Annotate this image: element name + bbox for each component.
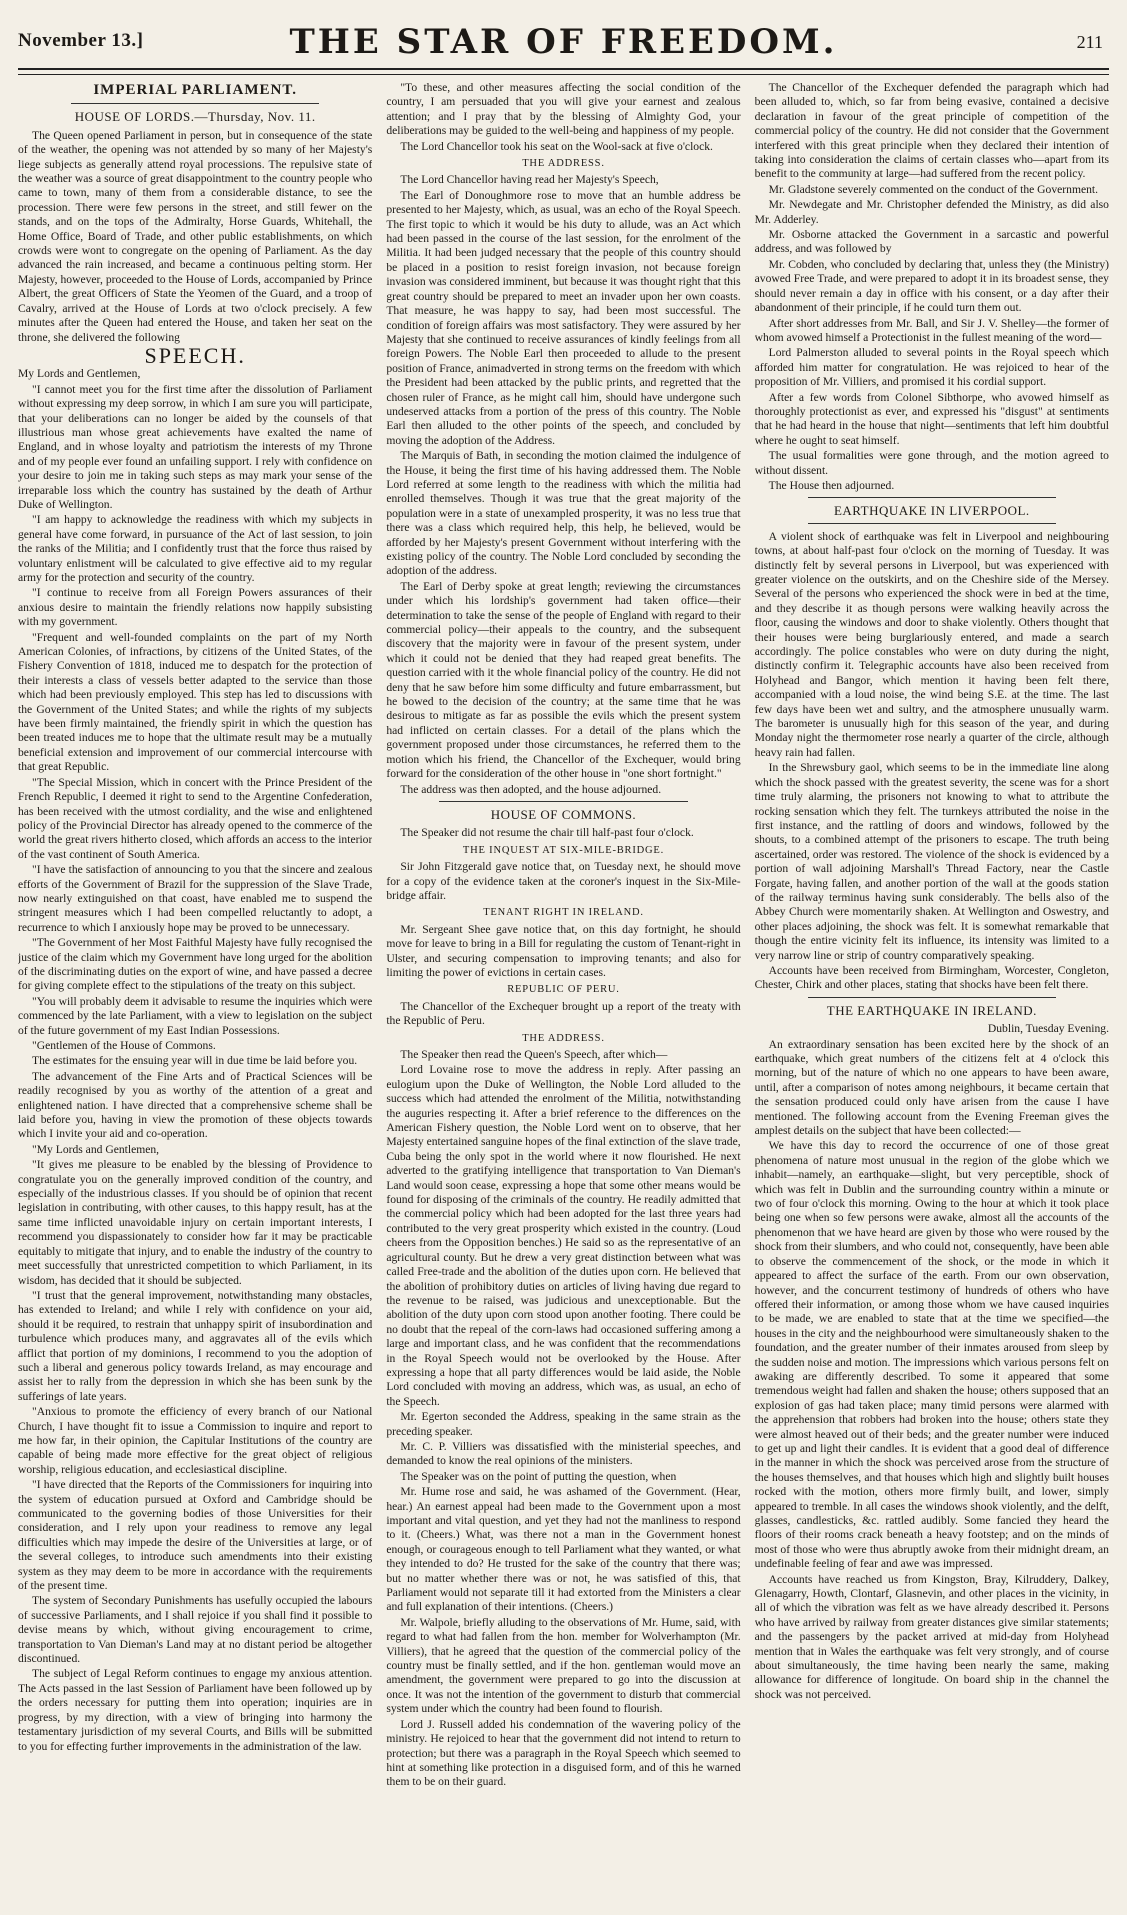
section-divider [71, 103, 319, 104]
dateline: Dublin, Tuesday Evening. [987, 1022, 1109, 1036]
article-paragraph: Sir John Fitzgerald gave notice that, on Tuesday next, he should move for a copy of the evidence taken at the coroner's inquest in the Six-Mile-bridge affair. [386, 860, 741, 902]
article-paragraph: An extraordinary sensation has been excited here by the shock of an earthquake, which great numbers of the citizens felt at 4 o'clock this morning, but of the nature of which no one appears to have been aware, until, after a comparison of notes among neighbours, it became certain that the sensation produced could only have arisen from the cause I have mentioned. The following account from the Evening Freeman gives the amplest details on the subject that have been collected:— [754, 1037, 1109, 1138]
article-paragraph: After short addresses from Mr. Ball, and Sir J. V. Shelley—the former of whom avowed himself a Protectionist in the fullest meaning of the word— [754, 316, 1109, 344]
article-paragraph: We have this day to record the occurrence of one of those great phenomena of nature most unusual in the region of the globe which we inhabit—namely, an earthquake—slight, but very perceptible, shock of which was felt in Dublin and the surrounding country within a minute or two of four o'clock this morning. Owing to the hour at which it took place being one when so few persons were awake, almost all the accounts of the phenomenon that we have heard are given by those who were roused by the shock from their slumbers, and who could not, consequently, have been able to observe the commencement of the shock, or the mode in which it appeared to affect the surface of the earth. From our own observation, however, and the concurrent testimony of hundreds of others who have offered their information, or among those whom we have caused inquiries to be made, we are enabled to state that at the time we specified—the houses in the city and the neighbourhood were simultaneously shaken to the foundation, and the greater number of their inmates aroused from sleep by the sudden noise and motion. The impressions which various persons felt on awaking are differently described. To some it appeared that some tremendous weight had fallen and shaken the house; others supposed that an explosion of gas had taken place; many timid persons were alarmed with the apprehension that robbers had broken into the house; others state they were almost heaved out of their beds; and the greater number were induced to get up and light their candles. It is evident that a good deal of difference in the manner in which the shock was perceived arose from the structure of the houses themselves, and that houses which high and slightly built houses rocked with the motion, others more firmly built, and lower, simply appeared to tremble. In all cases the windows shook violently, and the delft, glasses, candlesticks, &c. rattled audibly. Some fancied they heard the floors of their rooms crack beneath a heavy footstep; and on the minds of most of those who were thus abruptly awoke from their midnight dream, an undefinable feeling of fear and awe was impressed. [754, 1139, 1109, 1571]
salutation: My Lords and Gentlemen, [18, 367, 141, 381]
article-paragraph: The Lord Chancellor having read her Majesty's Speech, [400, 173, 659, 187]
article-paragraph: Mr. C. P. Villiers was dissatisfied with the ministerial speeches, and demanded to know the real opinions of the ministers. [386, 1439, 741, 1468]
article-paragraph: Accounts have been received from Birmingham, Worcester, Congleton, Chester, Chirk and other places, stating that shocks have been felt there. [754, 963, 1109, 992]
article-paragraph: Accounts have reached us from Kingston, Bray, Kilruddery, Dalkey, Glenagarry, Howth, Clontarf, Glasnevin, and other places in the vicinity, in all of which the vibration was felt as we have already described it. Persons who have arrived by railway from greater distances give similar statements; and the passengers by the packet arrived at mid-day from Holyhead mention that in Wales the earthquake was felt very strongly, and of course about simultaneously, the time having been nearly the same, making allowance for difference of longitude. On board ship in the channel the shock was not perceived. [754, 1572, 1109, 1701]
issue-date: November 13.] [18, 30, 144, 51]
section-divider [808, 523, 1056, 524]
article-paragraph: Mr. Newdegate and Mr. Christopher defended the Ministry, as did also Mr. Adderley. [754, 198, 1109, 226]
article-paragraph: After a few words from Colonel Sibthorpe, who avowed himself as thoroughly protectionist as ever, and expressed his "disgust" at sentiments that he had heard in the house that night—sentiments that left him doubtful where he ought to seat himself. [754, 390, 1109, 447]
article-paragraph: The subject of Legal Reform continues to engage my anxious attention. The Acts passed in the last Session of Parliament have been followed up by the orders necessary for putting them into operation; inquiries are in progress, by my direction, with a view of bringing into harmony the testamentary jurisdiction of my several Courts, and Bills will be submitted to you for effecting further improvements in the administration of the law. [18, 1667, 373, 1753]
article-paragraph: "I cannot meet you for the first time after the dissolution of Parliament without expressing my deep sorrow, in which I am sure you will participate, that your deliberations can no longer be aided by the counsels of that illustrious man whose great achievements have exalted the name of England, and in whose loyalty and patriotism the interests of my Throne and of my people ever found an unfailing support. I rely with confidence on your desire to join me in taking such steps as may mark your sense of the irreparable loss which the country has sustained by the death of Arthur Duke of Wellington. [18, 382, 373, 511]
article-paragraph: The Speaker did not resume the chair till half-past four o'clock. [400, 826, 694, 840]
column-2 [386, 81, 740, 1911]
article-paragraph: "It gives me pleasure to be enabled by the blessing of Providence to congratulate you on the generally improved condition of the country, and especially of the industrious classes. If you should be of opinion that recent legislation in contributing, with other causes, to this happy result, has at the same time inflicted unavoidable injury on certain important interests, I recommend you dispassionately to consider how far it may be practicable equitably to mitigate that injury, and to enable the industry of the country to meet successfully that unrestricted competition to which Parliament, in its wisdom, has decided that it should be subjected. [18, 1158, 373, 1287]
article-paragraph: The Marquis of Bath, in seconding the motion claimed the indulgence of the House, it being the first time of his having addressed them. The Noble Lord referred at some length to the readiness with which the militia had enrolled themselves. Though it was true that the great majority of the population were in a state of unexampled prosperity, it was no less true that there was a class which required help, this help, he believed, would be afforded by her Majesty's present Government without interfering with the existing policy of the country. The Noble Lord concluded by seconding the adoption of the address. [386, 449, 741, 578]
article-paragraph: "I have directed that the Reports of the Commissioners for inquiring into the system of education pursued at Oxford and Cambridge should be communicated to the governing bodies of those Universities for their consideration, and I rely upon your readiness to remove any legal difficulties which may impede the desire of the Universities at large, or of the several colleges, to introduce such amendments into their existing system as they may deem to be more in accordance with the requirements of the present time. [18, 1478, 373, 1593]
article-paragraph: The address was then adopted, and the house adjourned. [400, 782, 662, 796]
columns [18, 81, 1109, 1911]
article-paragraph: "You will probably deem it advisable to resume the inquiries which were commenced by the late Parliament, with a view to legislation on the subject of the future government of my East Indian Possessions. [18, 994, 373, 1037]
imperial-parliament-heading: IMPERIAL PARLIAMENT. [93, 82, 297, 98]
article-paragraph: The Queen opened Parliament in person, but in consequence of the state of the weather, the opening was not attended by so many of her Majesty's liege subjects as generally attend royal processions. The repulsive state of the weather was a source of great disappointment to the country people who came to town, many of them from a considerable distance, to see the procession. There were few persons in the street, and still fewer on the stands, and on the tops of the Admiralty, Horse Guards, Whitehall, the Home Office, Board of Trade, and other public establishments, on which crowds were wont to congregate on the opening of Parliament. As the day advanced the rain increased, and became a continuous pelting storm. Her Majesty, however, proceeded to the House of Lords, accompanied by Prince Albert, the great Officers of State the Yeomen of the Guard, and a troop of Cavalry, arrived at the House of Lords at two o'clock precisely. A few minutes after the Queen had entered the House, and taken her seat on the throne, she delivered the following [18, 128, 373, 344]
article-paragraph: Mr. Sergeant Shee gave notice that, on this day fortnight, he should move for leave to bring in a Bill for regulating the custom of Tenant-right in Ulster, and securing compensation to improving tenants; and also for limiting the power of evictions in certain cases. [386, 922, 741, 979]
article-paragraph: The Earl of Donoughmore rose to move that an humble address be presented to her Majesty, which, as usual, was an echo of the Royal Speech. The first topic to which it would be his duty to allude, was an Act which had been passed in the course of the last session, for the enrolment of the Militia. It had been judged necessary that the people of this country should be placed in a position to resist foreign invasion, not because foreign invasion was considered imminent, but because it was thought right that this great country should be prepared to meet an invader upon her own coasts. That measure, he was happy to say, had been most successful. The condition of foreign affairs was most satisfactory. They were assured by her Majesty that she continued to receive assurances of kindly feelings from all foreign Powers. The Noble Earl then proceeded to allude to the present position of France, animadverted in strong terms on the freedom with which the President had been attacked by the public prints, and regretted that the chosen ruler of France, as he might call him, should have undergone such undeserved attacks from a portion of the press of this country. The Noble Earl then alluded to the other points of the speech, and concluded by moving the adoption of the Address. [386, 188, 741, 447]
article-paragraph: "I continue to receive from all Foreign Powers assurances of their anxious desire to maintain the friendly relations now happily subsisting with my government. [18, 586, 373, 629]
article-paragraph: The system of Secondary Punishments has usefully occupied the labours of successive Parliaments, and I shall rejoice if you shall find it possible to devise means by which, without giving encouragement to crime, transportation to Van Dieman's Land may at no distant period be altogether discontinued. [18, 1594, 373, 1666]
article-paragraph: Mr. Cobden, who concluded by declaring that, unless they (the Ministry) avowed Free Trade, and were prepared to adopt it in its broadest sense, they should never remain a day in office with his consent, or a day after their abandonment of their principle, if he could turn them out. [754, 257, 1109, 315]
the-address-heading-2: THE ADDRESS. [522, 1032, 605, 1044]
commons-salutation: "Gentlemen of the House of Commons. [32, 1039, 216, 1052]
article-paragraph: Mr. Egerton seconded the Address, speaking in the same strain as the preceding speaker. [386, 1410, 741, 1438]
salutation: "My Lords and Gentlemen, [32, 1142, 160, 1156]
article-paragraph: "To these, and other measures affecting the social condition of the country, I am persuaded that you will give your earnest and zealous attention; and I pray that by the blessing of Almighty God, your deliberations may be guided to the well-being and happiness of my people. [386, 81, 741, 138]
article-paragraph: The Lord Chancellor took his seat on the Wool-sack at five o'clock. [400, 139, 713, 153]
newspaper-title: THE STAR OF FREEDOM. [289, 22, 838, 62]
column-1 [18, 81, 372, 1911]
masthead [18, 14, 1109, 64]
article-paragraph: The usual formalities were gone through, and the motion agreed to without dissent. [754, 449, 1109, 477]
article-paragraph: Mr. Walpole, briefly alluding to the observations of Mr. Hume, said, with regard to what had fallen from the hon. member for Wolverhampton (Mr. Villiers), that he agreed that the question of the commercial policy of the country must be finally settled, and if the hon. gentleman would move an amendment, the government were prepared to go into the discussion at once. It was not the intention of the government to disturb that commercial system under which the country had been found to flourish. [386, 1615, 741, 1716]
section-divider [808, 497, 1056, 498]
article-paragraph: "Anxious to promote the efficiency of every branch of our National Church, I have thought fit to issue a Commission to inquire and report to me how far, in their opinion, the Capitular Institutions of the country are capable of being made more effective for the great object of religious worship, religious education, and ecclesiastical discipline. [18, 1405, 373, 1476]
article-paragraph: "I have the satisfaction of announcing to you that the sincere and zealous efforts of the Government of Brazil for the suppression of the Slave Trade, now nearly extinguished on that coast, have enabled me to suspend the stringent measures which I had been compelled reluctantly to adopt, a recurrence to which I anxiously hope may be proved to be unnecessary. [18, 863, 373, 934]
tenant-right-heading: TENANT RIGHT IN IRELAND. [483, 907, 644, 919]
article-paragraph: The Speaker was on the point of putting the question, when [400, 1469, 677, 1483]
article-paragraph: The Earl of Derby spoke at great length; reviewing the circumstances under which his lordship's government had taken office—their determination to take the sense of the people of England with regard to their commercial policy—their appeals to the country, and the subsequent discovery that the majority were in favour of the present system, under which it could not be denied that they had reaped great benefits. The question carried with it the whole financial policy of the country. He did not deny that he saw before him some difficulty and future embarrassment, but he bowed to the decision of the country; at the same time that he was desirous to mitigate as far as possible the evils which the present system had inflicted on certain classes. For a detail of the plans which the government proposed under those circumstances, he referred them to the motion which his friend, the Chancellor of the Exchequer, would bring forward for the consideration of the other house in "one short fortnight." [386, 579, 741, 781]
article-paragraph: "I trust that the general improvement, notwithstanding many obstacles, has extended to Ireland; and while I rely with confidence on your aid, should it be required, to restrain that unhappy spirit of insubordination and turbulence which produces many, and aggravates all of the evils which afflict that portion of my dominions, I recommend to you the adoption of such a liberal and generous policy towards Ireland, as may encourage and assist her to rally from the depression in which she has been sunk by the sufferings of late years. [18, 1288, 373, 1403]
earthquake-liverpool-heading: EARTHQUAKE IN LIVERPOOL. [833, 503, 1030, 519]
article-paragraph: "Frequent and well-founded complaints on the part of my North American Colonies, of infractions, by citizens of the United States, of the Fishery Convention of 1818, induced me to despatch for the protection of their interests a class of vessels better adapted to the service than those which had been previously employed. This step has led to discussions with the Government of the United States; and while the rights of my subjects have been firmly maintained, the friendly spirit in which the question has been treated induces me to hope that the ultimate result may be a mutually beneficial extension and improvement of our commercial intercourse with that great Republic. [18, 630, 373, 774]
column-3 [755, 81, 1109, 1911]
article-paragraph: Mr. Hume rose and said, he was ashamed of the Government. (Hear, hear.) An earnest appeal had been made to the Government upon a most important and vital question, and yet they had not the manliness to respond to it. (Cheers.) What, was there not a man in the Government honest enough, or courageous enough to tell Parliament what they wanted, or what they intended to do? He trusted for the sake of the country that there was; but no matter whether there was or not, he was satisfied of this, that Parliament would not separate till it had extorted from the Ministers a clear and full explanation of their intentions. (Cheers.) [386, 1485, 741, 1614]
article-paragraph: Mr. Osborne attacked the Government in a sarcastic and powerful address, and was followed by [754, 228, 1109, 256]
article-paragraph: A violent shock of earthquake was felt in Liverpool and neighbouring towns, at about half-past four o'clock on the morning of Tuesday. It was distinctly felt by several persons in Liverpool, but was experienced with greater violence on the outskirts, and on the Cheshire side of the Mersey. Several of the persons who experienced the shock were in bed at the time, and they describe it as though persons were walking heavily across the floor, causing the windows and door to shake violently. Others thought that their houses were being burglariously entered, and made a search accordingly. The police constables who were on duty during the night, distinctly confirm it. Telegraphic accounts have also been received from Holyhead and Bangor, which mention it having been felt there, accompanied with a loud noise, the wind being S.E. at the time. The last few days have been wet and sultry, and the atmosphere unusually warm. The barometer is unusually high for this season of the year, and during Monday night the thermometer rose nearly a quarter of the circle, although heavy rain had fallen. [754, 529, 1109, 759]
house-of-lords-heading: HOUSE OF LORDS.—Thursday, Nov. 11. [74, 109, 316, 125]
article-paragraph: Lord Palmerston alluded to several points in the Royal speech which afforded him matter for congratulation. He was rejoiced to hear of the proposition of Mr. Villiers, and promised it his cordial support. [754, 346, 1109, 389]
house-of-commons-heading: HOUSE OF COMMONS. [490, 806, 637, 822]
section-divider [808, 997, 1056, 998]
article-paragraph: "I am happy to acknowledge the readiness with which my subjects in general have come forward, in pursuance of the Act of last session, to join the ranks of the Militia; and I confidently trust that the force thus raised by voluntary enlistment will be calculated to give effective aid to my regular army for the protection and security of the country. [18, 513, 373, 584]
article-paragraph: "The Government of her Most Faithful Majesty have fully recognised the justice of the claim which my Government have long urged for the abolition of the discriminating duties on the export of wine, and have passed a decree for giving complete effect to the stipulations of the treaty on this subject. [18, 936, 373, 993]
article-paragraph: The House then adjourned. [768, 478, 895, 492]
article-paragraph: Lord J. Russell added his condemnation of the wavering policy of the ministry. He rejoiced to hear that the government did not intend to return to protection; but there was a paragraph in the Royal Speech which seemed to hint at something like protection in a disguised form, and of this he warned them to be on their guard. [386, 1717, 741, 1789]
section-divider [439, 801, 687, 802]
article-paragraph: "The Special Mission, which in concert with the Prince President of the French Republic, I deemed it right to send to the Argentine Confederation, has been received with the utmost cordiality, and the wise and enlightened policy of the Provincial Director has already opened to the commerce of the world the great rivers hitherto closed, which affords an access to the interior of the vast continent of South America. [18, 775, 373, 861]
speech-heading: SPEECH. [144, 342, 246, 368]
article-paragraph: Mr. Gladstone severely commented on the conduct of the Government. [768, 182, 1099, 196]
masthead-rule [18, 68, 1109, 75]
article-paragraph: In the Shrewsbury gaol, which seems to be in the immediate line along which the shock passed with the greatest severity, the scene was for a short time truly alarming, the prisoners not knowing to what to attribute the rocking sensation which they felt. The turnkeys attributed the noise in the first instance, and the rattling of doors and windows, followed by the shouts, to a combined attempt of the prisoners to escape. The truth being ascertained, order was restored. The violence of the shock is evidenced by a portion of wall adjoining Marshall's Thread Factory, near the Castle Forgate, having fallen, and another portion of the wall at the goods station of the railway terminus having sunk considerably. The bells also of the Abbey Church were momentarily shaken. At Wellington and Oswestry, and other places adjoining, the shock was felt. It is somewhat remarkable that though the entire vicinity felt its influence, its intensity was limited to a very narrow line or strip of country comparatively speaking. [754, 761, 1109, 962]
article-paragraph: The Chancellor of the Exchequer brought up a report of the treaty with the Republic of Peru. [386, 999, 741, 1028]
article-paragraph: The Speaker then read the Queen's Speech, after which— [400, 1048, 668, 1061]
article-paragraph: The estimates for the ensuing year will in due time be laid before you. [32, 1054, 358, 1068]
inquest-heading: THE INQUEST AT SIX-MILE-BRIDGE. [462, 844, 665, 856]
republic-of-peru-heading: REPUBLIC OF PERU. [507, 984, 620, 996]
the-address-heading: THE ADDRESS. [522, 158, 605, 170]
article-paragraph: Lord Lovaine rose to move the address in reply. After passing an eulogium upon the Duke of Wellington, the Noble Lord alluded to the success which had attended the enrolment of the Militia, notwithstanding the auguries respecting it. After a brief reference to the differences on the American Fishery question, the Noble Lord went on to observe, that her Majesty entertained sanguine hopes of the final extinction of the slave trade, Cuba being the only spot in the world where it now flourished. He next adverted to the gratifying intelligence that transportation to Van Dieman's Land would soon cease, expressing a hope that some other means would be found for disposing of the criminals of the country. He readily admitted that the commercial policy which had been adopted for the last three years had contributed to the very great prosperity which existed in the country. (Loud cheers from the Opposition benches.) He said so as the representative of an agricultural county. But he drew a very great distinction between what was called Free-trade and the abolition of the duties upon corn. He believed that the abolition of prohibitory duties on articles of living having due regard to the revenue to be raised, was judicious and unexceptionable. But the abolition of the duty upon corn stood upon another footing. There could be no doubt that the repeal of the corn-laws had occasioned suffering among a large and important class, and he was confident that the recommendations in the Royal Speech would not be overlooked by the House. After expressing a hope that all party differences would be laid aside, the Noble Lord concluded with moving an address, which was, as usual, an echo of the Speech. [386, 1063, 741, 1408]
article-paragraph: The Chancellor of the Exchequer defended the paragraph which had been alluded to, which, so far from being evasive, contained a decisive declaration in favour of the great principle of competition of the commercial policy of the country. He did not consider that the Government interfered with this great principle when they declared their intention of taking into consideration the claims of certain classes who—apart from its benefit to the community at large—had suffered from the recent policy. [754, 81, 1109, 181]
page-number: 211 [1076, 32, 1103, 52]
article-paragraph: The advancement of the Fine Arts and of Practical Sciences will be readily recognised by you as worthy of the attention of a great and enlightened nation. I have directed that a comprehensive scheme shall be laid before you, having in view the promotion of these objects towards which I invite your aid and co-operation. [18, 1069, 373, 1141]
earthquake-ireland-heading: THE EARTHQUAKE IN IRELAND. [826, 1002, 1037, 1018]
